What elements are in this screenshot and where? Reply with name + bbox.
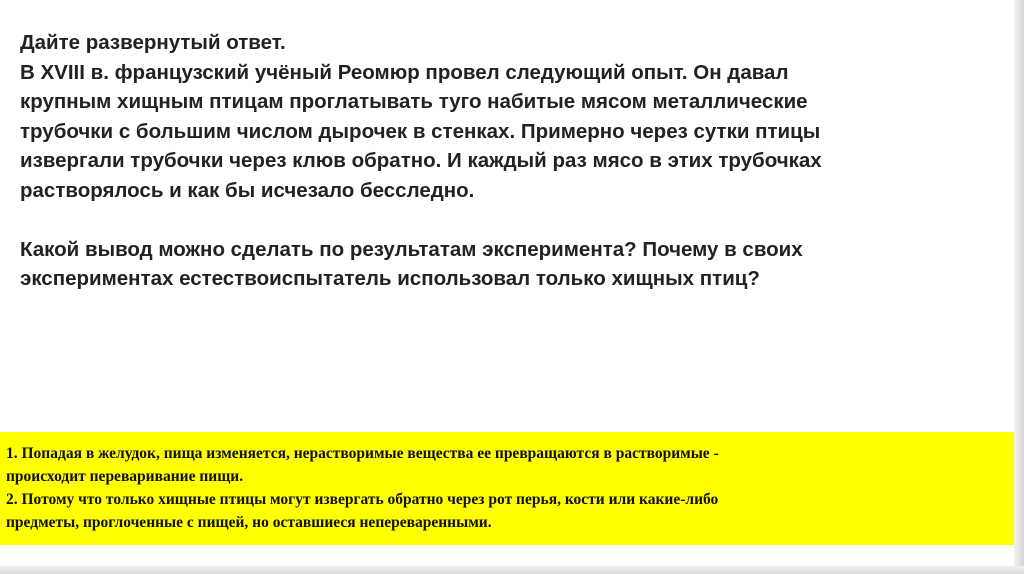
answer-line: 2. Потому что только хищные птицы могут извергать обратно через рот перья, кости или какие-либо xyxy=(6,491,719,508)
question-line: В XVIII в. французский учёный Реомюр провел следующий опыт. Он давал xyxy=(20,60,789,84)
paragraph-gap xyxy=(20,205,1000,235)
question-line: растворялось и как бы исчезало бесследно. xyxy=(20,178,475,202)
answer-line: предметы, проглоченные с пищей, но оставшиеся непереваренными. xyxy=(6,514,492,531)
question-line: трубочки с большим числом дырочек в стенках. Примерно через сутки птицы xyxy=(20,119,821,143)
answer-highlight-box xyxy=(0,432,1024,545)
slide-frame-right xyxy=(1014,0,1024,574)
question-block xyxy=(20,28,1000,294)
question-ask-line: Какой вывод можно сделать по результатам эксперимента? Почему в своих xyxy=(20,237,803,261)
answer-line: 1. Попадая в желудок, пища изменяется, нерастворимые вещества ее превращаются в растворимые - xyxy=(6,445,719,462)
answer-line: происходит переваривание пищи. xyxy=(6,468,244,485)
question-ask-line: экспериментах естествоиспытатель использовал только хищных птиц? xyxy=(20,267,760,290)
question-line: извергали трубочки через клюв обратно. И каждый раз мясо в этих трубочках xyxy=(20,149,822,172)
slide-frame-bottom xyxy=(0,566,1024,574)
question-heading: Дайте развернутый ответ. xyxy=(20,31,286,54)
question-line: крупным хищным птицам проглатывать туго набитые мясом металлические xyxy=(20,90,808,113)
answer-block xyxy=(6,442,1006,534)
